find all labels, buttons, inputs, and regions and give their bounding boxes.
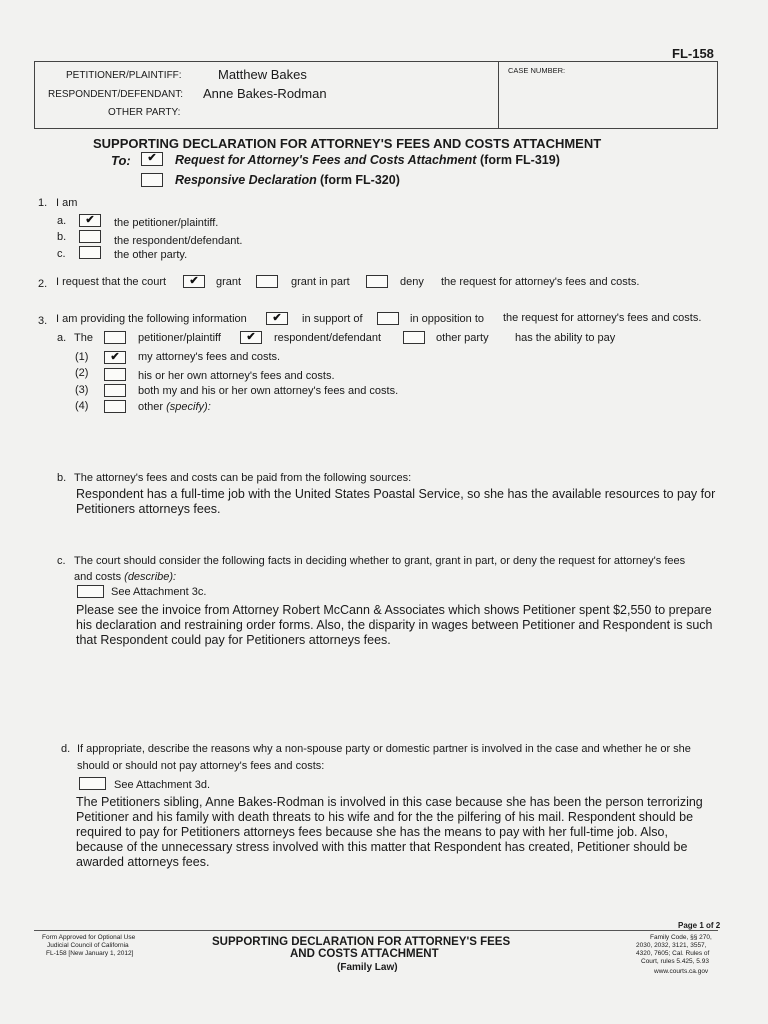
a-respondent-label: respondent/defendant [274,332,382,344]
a-petitioner-checkbox[interactable] [104,331,126,344]
attach-3d-label: See Attachment 3d. [114,779,211,791]
footer-left-3: FL-158 [New January 1, 2012] [46,950,134,957]
footer-right-3: 4320, 7605; Cal. Rules of [636,950,710,957]
sub4-italic: (specify): [166,401,211,413]
item3-c-prompt2 [74,571,176,583]
item3-a-letter: a. [57,332,67,344]
footer-title-2: AND COSTS ATTACHMENT [290,948,439,960]
to-request-label: Request for Attorney's Fees and Costs Attachment [175,153,477,167]
sub1-checkbox[interactable]: ✔ [104,351,126,364]
deny-label: deny [400,276,424,288]
sub3-checkbox[interactable] [104,384,126,397]
footer-right-4: Court, rules 5.425, 5.93 [641,958,709,965]
to-responsive-checkbox[interactable] [141,173,163,187]
item2-tail: the request for attorney's fees and costs. [441,276,640,288]
sub1-label: my attorney's fees and costs. [138,351,281,363]
petitioner-label: PETITIONER/PLAINTIFF: [66,70,182,81]
caption-divider [498,61,499,129]
sub4-text: other [138,401,164,413]
support-checkbox[interactable]: ✔ [266,312,288,325]
item2-number: 2. [38,278,48,290]
deny-checkbox[interactable] [366,275,388,288]
ability-label: has the ability to pay [515,332,616,344]
form-id: FL-158 [672,46,714,61]
footer-rule [34,930,718,931]
grant-label: grant [216,276,242,288]
other-party-label: OTHER PARTY: [108,107,181,118]
a-other-label: other party [436,332,489,344]
item3-tail: the request for attorney's fees and costs. [503,312,702,324]
sub2-label: his or her own attorney's fees and costs. [138,370,335,382]
sub1-number: (1) [75,351,89,363]
to-label: To: [111,153,131,168]
respondent-label: RESPONDENT/DEFENDANT: [48,89,184,100]
attach-3c-checkbox[interactable] [77,585,104,598]
item3-b-letter: b. [57,472,67,484]
footer-left-2: Judicial Council of California [47,942,129,949]
footer-title-1: SUPPORTING DECLARATION FOR ATTORNEY'S FEES [212,936,511,948]
item3-c-prompt1: The court should consider the following facts in deciding whether to grant, grant in part, or deny the request for attorney's fees [74,555,686,567]
item3-number: 3. [38,315,48,327]
item3-b-prompt: The attorney's fees and costs can be paid from the following sources: [74,472,412,484]
grant-checkbox[interactable]: ✔ [183,275,205,288]
respondent-name[interactable]: Anne Bakes-Rodman [203,86,327,101]
item1-number: 1. [38,197,48,209]
opposition-label: in opposition to [410,313,484,325]
item3-d-answer[interactable]: The Petitioners sibling, Anne Bakes-Rodman is involved in this case because she has been the person terrorizing Petitioner and his family with death threats to his wife and for the the pilfering of his mail. Respondent should be required to pay for Petitioners attorneys fees because she has the means to pay with her full-time job. Also, because of the unnecessary stress involved with this matter that Respondent has created, Petitioner should be awarded attorneys fees. [76,795,703,869]
to-request-checkbox[interactable]: ✔ [141,152,163,166]
sub3-number: (3) [75,384,89,396]
item3-d-prompt2: should or should not pay attorney's fees and costs: [77,760,325,772]
to-request-form: (form FL-319) [480,153,560,167]
footer-right-5: www.courts.ca.gov [654,968,709,975]
opposition-checkbox[interactable] [377,312,399,325]
sub3-label: both my and his or her own attorney's fees and costs. [138,385,399,397]
grant-in-part-checkbox[interactable] [256,275,278,288]
sub2-checkbox[interactable] [104,368,126,381]
page-number: Page 1 of 2 [678,921,721,930]
petitioner-name[interactable]: Matthew Bakes [218,67,307,82]
item3-a-lead: The [74,332,93,344]
support-label: in support of [302,313,363,325]
item1-b-checkbox[interactable] [79,230,101,243]
item2-lead: I request that the court [56,276,167,288]
item3-c-answer[interactable]: Please see the invoice from Attorney Robert McCann & Associates which shows Petitioner spent $2,550 to prepare his declaration and restraining order forms. Also, the disparity in wages between Petitioner and Respondent is such that Respondent could pay for Petitioners attorneys fees. [76,603,713,647]
sub4-number: (4) [75,400,89,412]
form-title: SUPPORTING DECLARATION FOR ATTORNEY'S FEES AND COSTS ATTACHMENT [93,136,602,151]
grant-in-part-label: grant in part [291,276,350,288]
item1-c-letter: c. [57,248,66,260]
a-respondent-checkbox[interactable]: ✔ [240,331,262,344]
item3-lead: I am providing the following information [56,313,247,325]
item1-lead: I am [56,197,78,209]
item1-a-checkbox[interactable]: ✔ [79,214,101,227]
footer-title-3: (Family Law) [337,962,398,973]
sub4-label [138,401,211,413]
c-prompt2-italic: (describe): [124,571,177,583]
sub4-checkbox[interactable] [104,400,126,413]
footer-right-1: Family Code, §§ 270, [650,934,712,941]
item3-c-letter: c. [57,555,66,567]
item1-a-letter: a. [57,215,67,227]
footer-left-1: Form Approved for Optional Use [42,934,136,941]
item3-d-prompt1: If appropriate, describe the reasons why a non-spouse party or domestic partner is involved in the case and whether he or she [77,743,691,755]
item1-a-label: the petitioner/plaintiff. [114,217,219,229]
item3-b-answer[interactable]: Respondent has a full-time job with the United States Poastal Service, so she has the available resources to pay for Petitioners attorneys fees. [76,487,716,516]
to-responsive-label: Responsive Declaration [175,173,317,187]
item1-b-letter: b. [57,231,67,243]
footer-right-2: 2030, 2032, 3121, 3557, [636,942,707,949]
attach-3d-checkbox[interactable] [79,777,106,790]
item1-c-label: the other party. [114,249,188,261]
sub2-number: (2) [75,367,89,379]
case-number-label: CASE NUMBER: [508,66,566,75]
attach-3c-label: See Attachment 3c. [111,586,207,598]
a-other-checkbox[interactable] [403,331,425,344]
c-prompt2-text: and costs [74,571,122,583]
item3-d-letter: d. [61,743,71,755]
a-petitioner-label: petitioner/plaintiff [138,332,221,344]
item1-b-label: the respondent/defendant. [114,235,243,247]
to-responsive-form: (form FL-320) [320,173,400,187]
item1-c-checkbox[interactable] [79,246,101,259]
